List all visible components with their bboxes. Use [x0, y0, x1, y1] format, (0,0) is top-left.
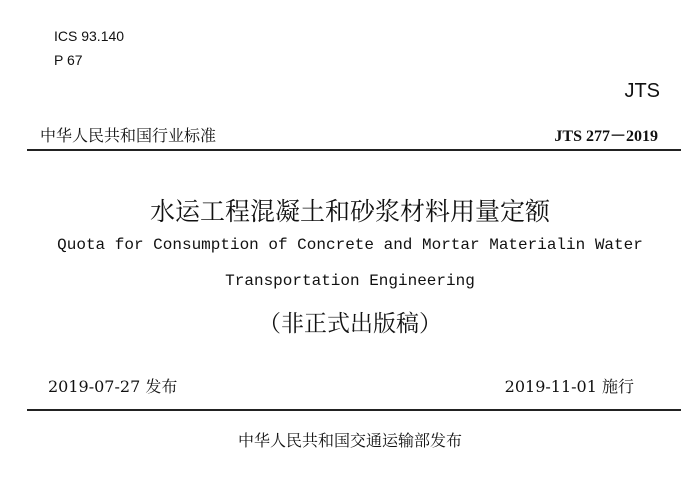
- draft-note: （非正式出版稿）: [258, 311, 442, 337]
- ics-code: ICS 93.140: [54, 28, 125, 44]
- title-english-line1: Quota for Consumption of Concrete and Mortar Materialin Water: [57, 236, 643, 254]
- publisher: 中华人民共和国交通运输部发布: [237, 431, 462, 450]
- issue-date: 2019-07-27 发布: [48, 377, 178, 396]
- standard-code: JTS 277－2019: [554, 128, 658, 145]
- standard-type: 中华人民共和国行业标准: [40, 126, 217, 145]
- top-divider: [27, 149, 681, 151]
- series-mark: JTS: [624, 80, 660, 102]
- title-english-line2: Transportation Engineering: [225, 272, 475, 290]
- bottom-divider: [27, 409, 681, 411]
- title-chinese: 水运工程混凝土和砂浆材料用量定额: [149, 197, 550, 226]
- classification-code: P 67: [54, 52, 83, 68]
- implement-date: 2019-11-01 施行: [504, 377, 634, 396]
